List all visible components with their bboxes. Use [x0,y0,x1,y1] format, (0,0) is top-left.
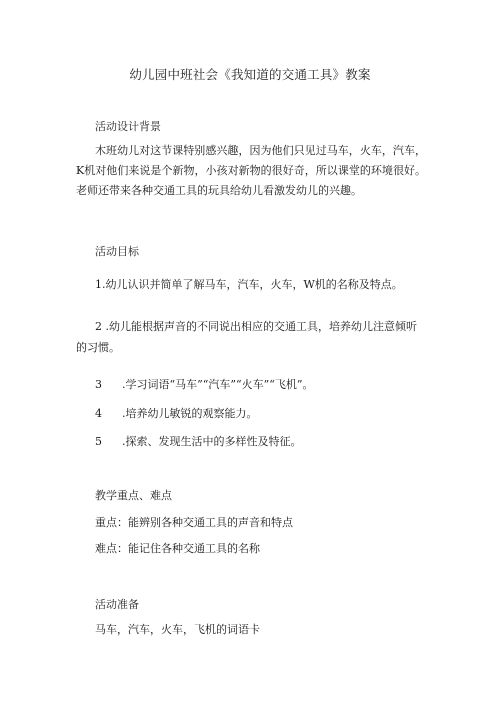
goal-item-3 [95,376,313,392]
goal-item-4-text: .培养幼儿敏锐的观察能力。 [122,407,258,420]
document-title: 幼儿园中班社会《我知道的交通工具》教案 [129,67,371,82]
goal-item-5-text: .探索、发现生活中的多样性及特征。 [122,435,302,448]
goal-item-2-number: 2 [95,320,102,333]
section-heading-key-points: 教学重点、难点 [95,489,172,502]
goal-item-5 [95,433,302,449]
key-point-difficulty: 难点：能记住各种交通工具的名称 [95,542,260,555]
goal-item-3-number: 3 [95,378,102,391]
goal-item-2-text: .幼儿能根据声音的不同说出相应的交通工具，培养幼儿注意倾听的习惯。 [76,320,417,354]
goal-item-4-number: 4 [95,407,102,420]
goal-item-5-number: 5 [95,435,102,448]
section-heading-goals: 活动目标 [95,245,139,258]
goal-item-2 [76,316,426,358]
preparation-text: 马车，汽车，火车，飞机的词语卡 [95,623,260,636]
background-paragraph: 木班幼儿对这节课特别感兴趣，因为他们只见过马车，火车，汽车，K机对他们来说是个新物，小孩对新物的很好奇，所以课堂的环境很好。老师还带来各种交通工具的玩具给幼儿看激发幼儿的兴趣。 [76,144,426,197]
goal-item-3-text: .学习词语“马车”“汽车”“火车”“飞机”。 [122,378,314,391]
section-heading-background: 活动设计背景 [95,120,161,133]
goal-item-1: 1.幼儿认识并简单了解马车，汽车，火车，W机的名称及特点。 [95,278,403,291]
key-point-focus: 重点：能辨别各种交通工具的声音和特点 [95,516,293,529]
goal-item-4 [95,405,258,421]
section-heading-preparation: 活动准备 [95,598,139,611]
